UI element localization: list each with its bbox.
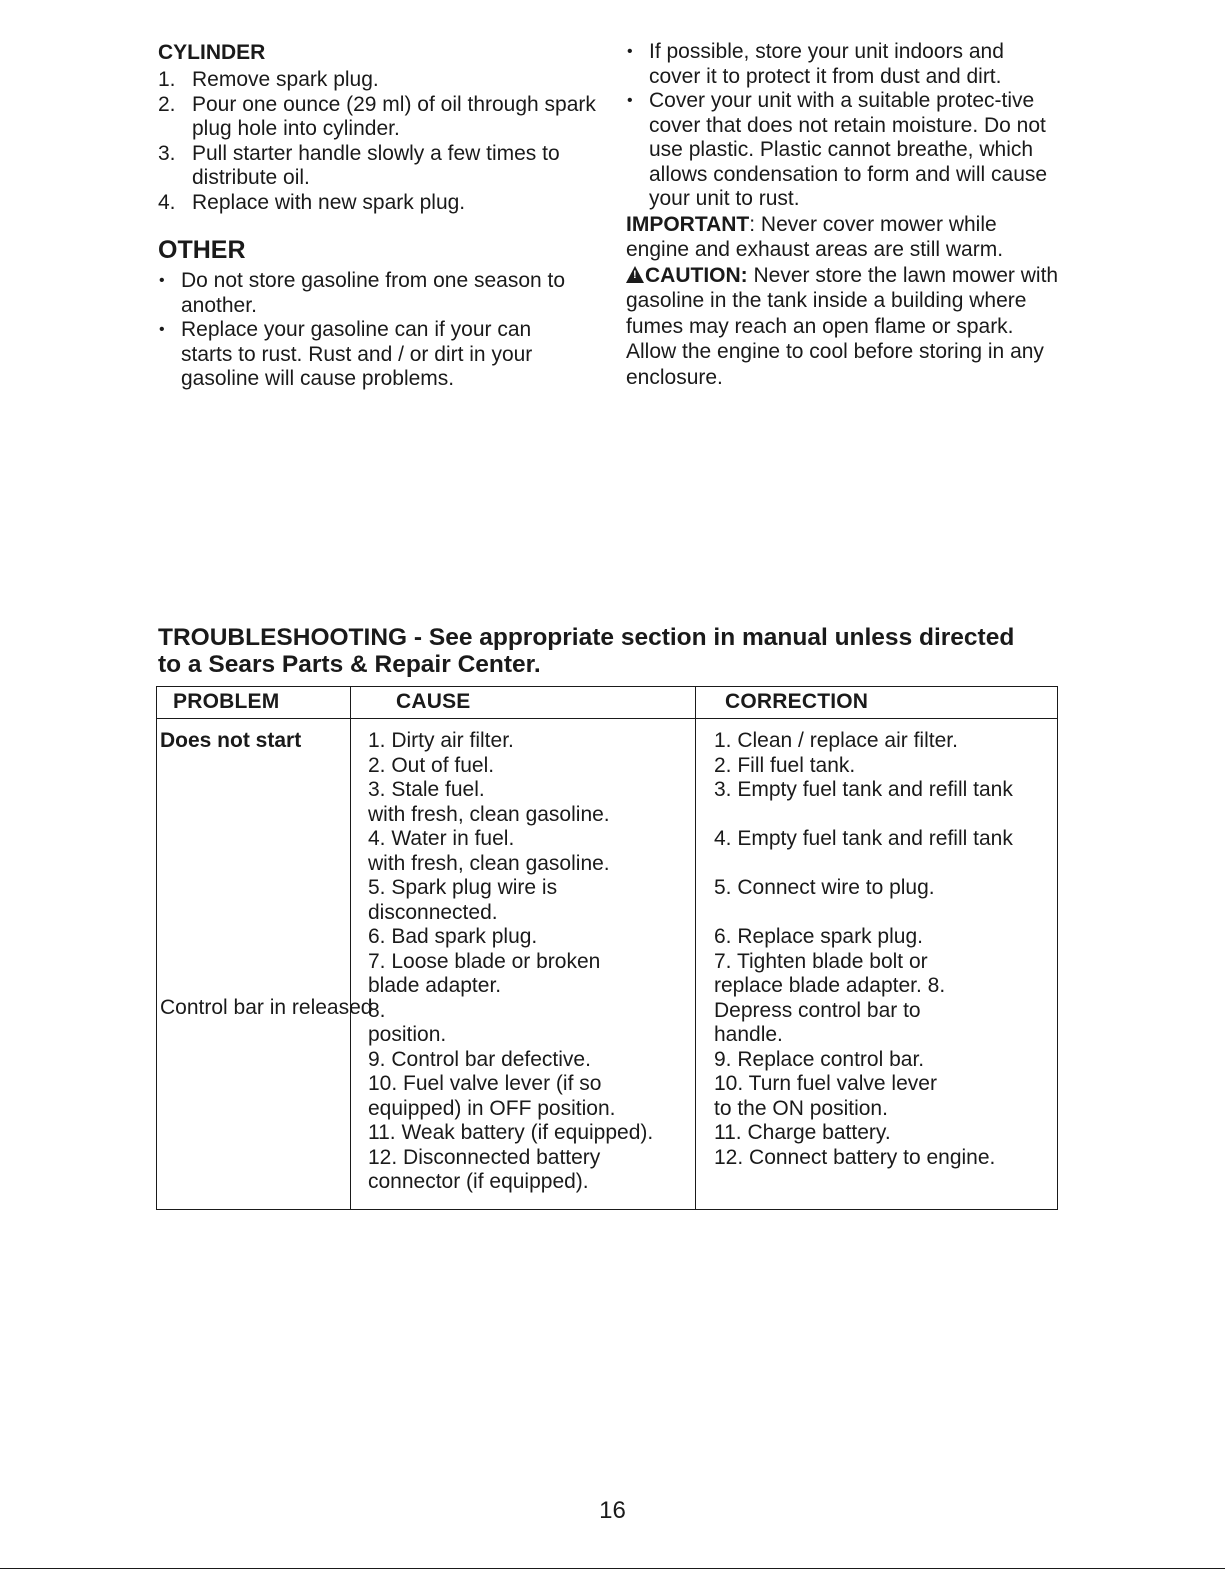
other-bullets xyxy=(158,269,578,392)
header-problem: PROBLEM xyxy=(173,690,280,713)
other-heading: OTHER xyxy=(158,236,246,264)
correction-line xyxy=(714,803,1059,828)
correction-line: 12. Connect battery to engine. xyxy=(714,1145,996,1169)
problem-control-bar: Control bar in released xyxy=(160,996,373,1019)
other-bullet: • Replace your gasoline can if your can starts to rust. Rust and / or dirt in your gasoline will cause problems. xyxy=(159,318,533,390)
correction-list xyxy=(714,729,1059,1195)
correction-line: 4. Empty fuel tank and refill tank xyxy=(714,827,1013,850)
cylinder-step: 1. Remove spark plug. xyxy=(158,68,379,91)
correction-line xyxy=(714,901,1059,926)
correction-line: Depress control bar to xyxy=(714,998,921,1022)
cylinder-steps xyxy=(158,68,608,215)
cylinder-step: 2. Pour one ounce (29 ml) of oil through spark plug hole into cylinder. xyxy=(158,92,596,140)
cylinder-step: 4. Replace with new spark plug. xyxy=(158,190,466,214)
bullet-icon: • xyxy=(159,272,165,289)
cause-line: 7. Loose blade or broken xyxy=(368,949,601,973)
troubleshooting-title: TROUBLESHOOTING - See appropriate section in manual unless directed to a Sears Parts & Repair Center. xyxy=(158,624,1015,678)
correction-line: 10. Turn fuel valve lever xyxy=(714,1072,937,1095)
correction-line xyxy=(714,1170,1059,1195)
troubleshooting-table xyxy=(156,686,1058,1210)
header-divider xyxy=(157,718,1057,719)
correction-line: 7. Tighten blade bolt or xyxy=(714,949,928,973)
storage-bullet: • Cover your unit with a suitable protec-tive cover that does not retain moisture. Do not use plastic. Plastic cannot breathe, which allows condensation to form and will cause your unit to rust. xyxy=(627,89,1048,210)
other-bullet: • Do not store gasoline from one season to another. xyxy=(159,269,566,317)
column-divider xyxy=(350,687,351,1209)
important-label: IMPORTANT xyxy=(626,212,750,236)
bullet-icon: • xyxy=(627,92,633,109)
cause-line: 3. Stale fuel. xyxy=(368,778,485,801)
cause-line: 11. Weak battery (if equipped). xyxy=(368,1121,654,1144)
cylinder-heading: CYLINDER xyxy=(158,41,266,64)
page-number: 16 xyxy=(599,1497,626,1524)
cause-line: 4. Water in fuel. xyxy=(368,827,515,850)
cause-line: 9. Control bar defective. xyxy=(368,1047,591,1071)
correction-line: 5. Connect wire to plug. xyxy=(714,876,935,899)
correction-line: 1. Clean / replace air filter. xyxy=(714,729,958,752)
header-correction: CORRECTION xyxy=(725,690,869,713)
cause-line: 12. Disconnected battery xyxy=(368,1145,601,1169)
correction-line: 3. Empty fuel tank and refill tank xyxy=(714,778,1013,801)
cause-line: equipped) in OFF position. xyxy=(368,1096,616,1120)
bullet-icon: • xyxy=(159,321,165,338)
cylinder-step: 3. Pull starter handle slowly a few times to distribute oil. xyxy=(158,141,560,189)
cause-line: disconnected. xyxy=(368,900,498,924)
storage-bullets xyxy=(626,40,1056,212)
cause-line: 10. Fuel valve lever (if so xyxy=(368,1072,602,1095)
cause-line: with fresh, clean gasoline. xyxy=(368,802,610,826)
important-note: IMPORTANT: Never cover mower while engine and exhaust areas are still warm. xyxy=(626,212,1004,261)
correction-line xyxy=(714,852,1059,877)
header-cause: CAUSE xyxy=(396,690,471,713)
warning-icon: ! xyxy=(626,266,644,283)
cause-line: 1. Dirty air filter. xyxy=(368,729,514,752)
storage-bullet: • If possible, store your unit indoors and cover it to protect it from dust and dirt. xyxy=(627,40,1004,88)
correction-line: 9. Replace control bar. xyxy=(714,1047,925,1071)
right-column xyxy=(626,40,1076,390)
cause-line: blade adapter. xyxy=(368,974,502,997)
problem-does-not-start: Does not start xyxy=(160,729,302,752)
cause-line: 5. Spark plug wire is xyxy=(368,876,558,899)
cause-line: with fresh, clean gasoline. xyxy=(368,851,610,875)
correction-line: to the ON position. xyxy=(714,1096,888,1120)
caution-label: CAUTION: xyxy=(645,263,748,287)
left-column xyxy=(158,40,608,392)
cause-line: connector (if equipped). xyxy=(368,1170,589,1193)
page-bottom-rule xyxy=(0,1568,1225,1569)
cause-line: 8. xyxy=(368,998,386,1022)
caution-note: ! CAUTION: Never store the lawn mower with gasoline in the tank inside a building where fumes may reach an open flame or spark. Allow the engine to cool before storing in any enclosure. xyxy=(626,263,1059,389)
correction-line: 6. Replace spark plug. xyxy=(714,925,923,948)
bullet-icon: • xyxy=(627,43,633,60)
correction-line: replace blade adapter. 8. xyxy=(714,974,946,997)
cause-line: position. xyxy=(368,1023,447,1046)
cause-line: 6. Bad spark plug. xyxy=(368,925,538,948)
correction-line: handle. xyxy=(714,1023,783,1046)
correction-line: 11. Charge battery. xyxy=(714,1121,891,1144)
cause-list xyxy=(368,729,698,1195)
cause-line: 2. Out of fuel. xyxy=(368,753,495,777)
correction-line: 2. Fill fuel tank. xyxy=(714,753,856,777)
